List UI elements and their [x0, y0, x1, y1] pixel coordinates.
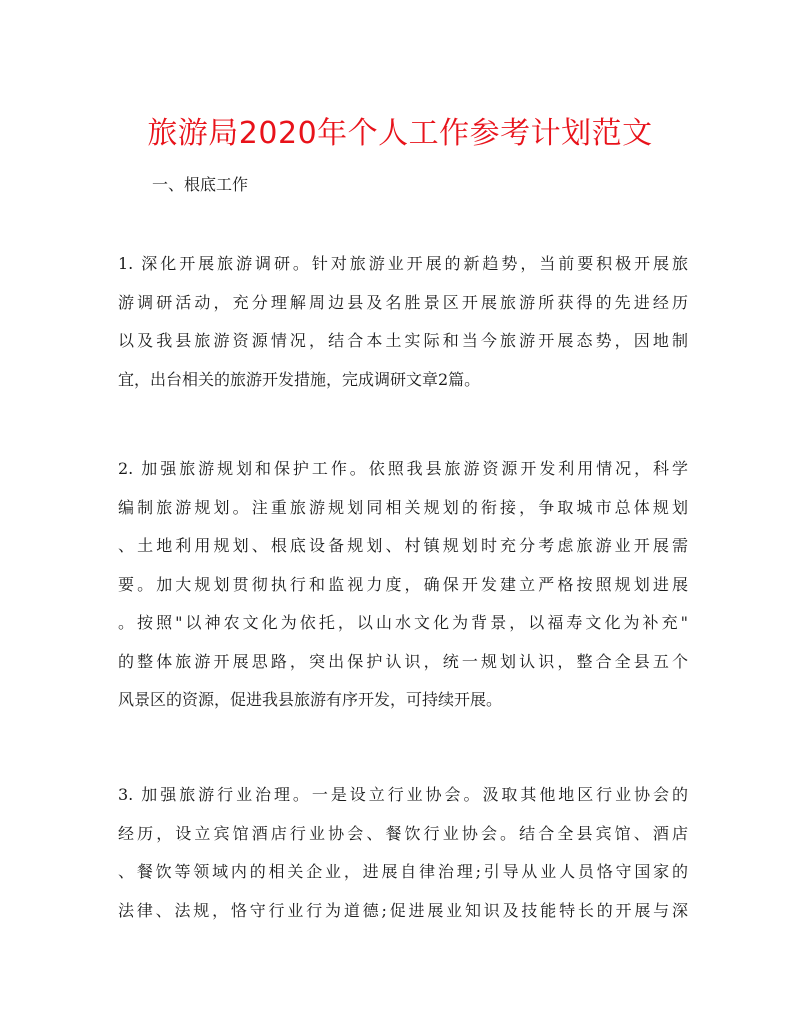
paragraph-line: 要。加大规划贯彻执行和监视力度，确保开发建立严格按照规划进展	[118, 574, 688, 594]
paragraph-line: 2. 加强旅游规划和保护工作。依照我县旅游资源开发利用情况，科学	[118, 459, 688, 478]
paragraph-line: 编制旅游规划。注重旅游规划同相关规划的衔接，争取城市总体规划	[118, 497, 688, 517]
paragraph-line: 游调研活动，充分理解周边县及名胜景区开展旅游所获得的先进经历	[118, 292, 688, 312]
paragraph-3	[118, 776, 688, 930]
paragraph-line: 的整体旅游开展思路，突出保护认识，统一规划认识，整合全县五个	[118, 651, 688, 671]
paragraph-line: 、餐饮等领域内的相关企业，进展自律治理;引导从业人员恪守国家的	[118, 862, 688, 881]
paragraph-line: 风景区的资源，促进我县旅游有序开发，可持续开展。	[118, 690, 503, 709]
paragraph-line: 3. 加强旅游行业治理。一是设立行业协会。汲取其他地区行业协会的	[118, 785, 688, 804]
paragraph-line: 宜，出台相关的旅游开发措施，完成调研文章2篇。	[118, 369, 481, 389]
paragraph-2	[118, 450, 688, 720]
section-heading: 一、根底工作	[152, 175, 249, 194]
paragraph-line: 以及我县旅游资源情况，结合本土实际和当今旅游开展态势，因地制	[118, 331, 688, 350]
document-title: 旅游局2020年个人工作参考计划范文	[147, 116, 653, 151]
paragraph-line: 。按照"以神农文化为依托，以山水文化为背景，以福寿文化为补充"	[118, 613, 688, 632]
paragraph-line: 1. 深化开展旅游调研。针对旅游业开展的新趋势，当前要积极开展旅	[118, 254, 688, 273]
paragraph-line: 法律、法规，恪守行业行为道德;促进展业知识及技能特长的开展与深	[118, 900, 688, 920]
paragraph-line: 经历，设立宾馆酒店行业协会、餐饮行业协会。结合全县宾馆、酒店	[118, 823, 688, 843]
paragraph-1	[118, 245, 688, 399]
paragraph-line: 、土地利用规划、根底设备规划、村镇规划时充分考虑旅游业开展需	[118, 536, 688, 555]
